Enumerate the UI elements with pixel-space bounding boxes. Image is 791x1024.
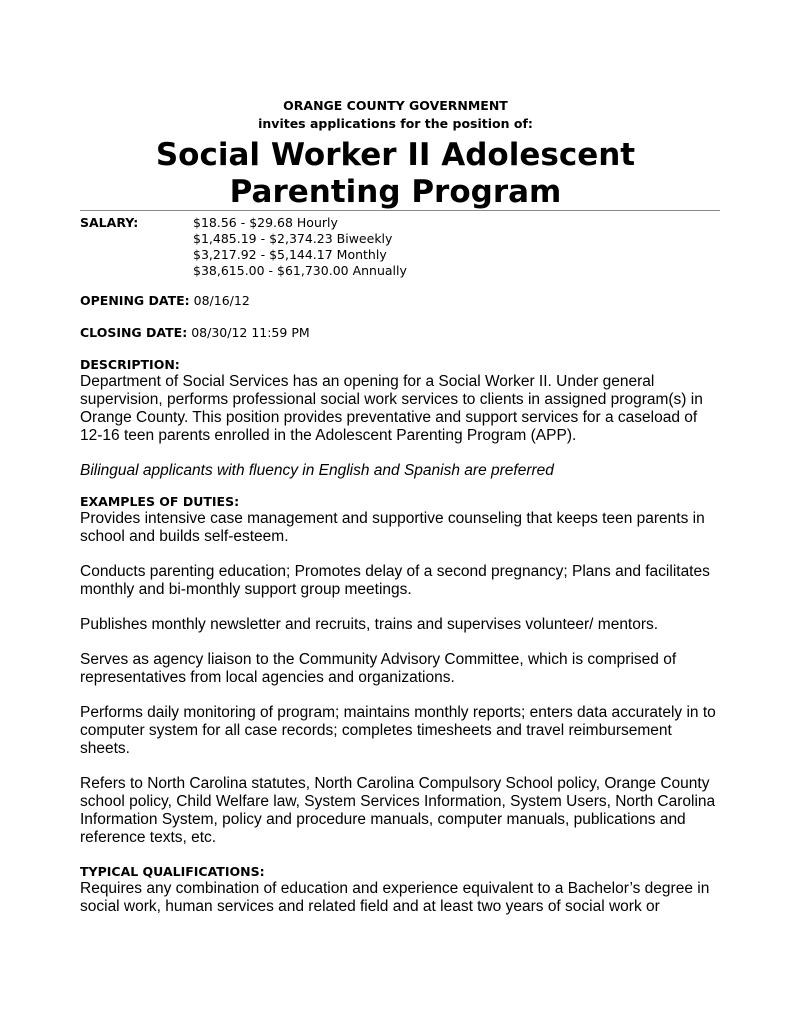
- closing-date-row: [80, 325, 310, 341]
- qualifications-label: TYPICAL QUALIFICATIONS:: [80, 864, 265, 879]
- salary-annually: $38,615.00 - $61,730.00 Annually: [193, 263, 407, 278]
- duty-item: Refers to North Carolina statutes, North Carolina Compulsory School policy, Orange County school policy, Child Welfare law, System Services Information, System Users, North Carolina Information System, policy and procedure manuals, computer manuals, publications and reference texts, etc.: [80, 775, 716, 846]
- closing-date-value: 08/30/12 11:59 PM: [191, 325, 310, 340]
- opening-date-label: OPENING DATE:: [80, 293, 190, 308]
- opening-date-row: [80, 293, 250, 309]
- duties-label: EXAMPLES OF DUTIES:: [80, 494, 240, 509]
- closing-date-label: CLOSING DATE:: [80, 325, 188, 340]
- duty-item: Conducts parenting education; Promotes delay of a second pregnancy; Plans and facilitates monthly and bi-monthly support group meetings.: [80, 563, 710, 598]
- bilingual-note: Bilingual applicants with fluency in English and Spanish are preferred: [80, 462, 554, 479]
- duty-item: Serves as agency liaison to the Community Advisory Committee, which is comprised of representatives from local agencies and organizations.: [80, 651, 677, 686]
- document-header: [0, 97, 791, 211]
- duty-item: Provides intensive case management and supportive counseling that keeps teen parents in school and builds self-esteem.: [80, 510, 705, 545]
- description-section: [80, 357, 720, 497]
- salary-label: SALARY:: [80, 215, 139, 230]
- qualifications-text: Requires any combination of education and experience equivalent to a Bachelor’s degree in social work, human services and related field and at least two years of social work or: [80, 880, 710, 915]
- description-label: DESCRIPTION:: [80, 357, 180, 372]
- job-title-line-2: Parenting Program: [229, 174, 562, 210]
- duties-section: [80, 494, 720, 864]
- invites-line: invites applications for the position of:: [258, 116, 533, 131]
- duty-item: Performs daily monitoring of program; maintains monthly reports; enters data accurately in to computer system for all case records; completes timesheets and travel reimbursement sheets.: [80, 704, 716, 757]
- salary-monthly: $3,217.92 - $5,144.17 Monthly: [193, 247, 387, 262]
- opening-date-value: 08/16/12: [193, 293, 250, 308]
- description-text: Department of Social Services has an opening for a Social Worker II. Under general supervision, performs professional social work services to clients in assigned program(s) in Orange County. This position provides preventative and support services for a caseload of 12-16 teen parents enrolled in the Adolescent Parenting Program (APP).: [80, 373, 703, 444]
- header-divider: [80, 210, 720, 211]
- organization-name: ORANGE COUNTY GOVERNMENT: [283, 98, 508, 113]
- duty-item: Publishes monthly newsletter and recruits, trains and supervises volunteer/ mentors.: [80, 616, 659, 633]
- salary-lines: [193, 215, 407, 279]
- qualifications-section: [80, 864, 720, 933]
- job-title: [0, 137, 791, 211]
- salary-hourly: $18.56 - $29.68 Hourly: [193, 215, 338, 230]
- salary-biweekly: $1,485.19 - $2,374.23 Biweekly: [193, 231, 393, 246]
- job-title-line-1: Social Worker II Adolescent: [155, 137, 636, 173]
